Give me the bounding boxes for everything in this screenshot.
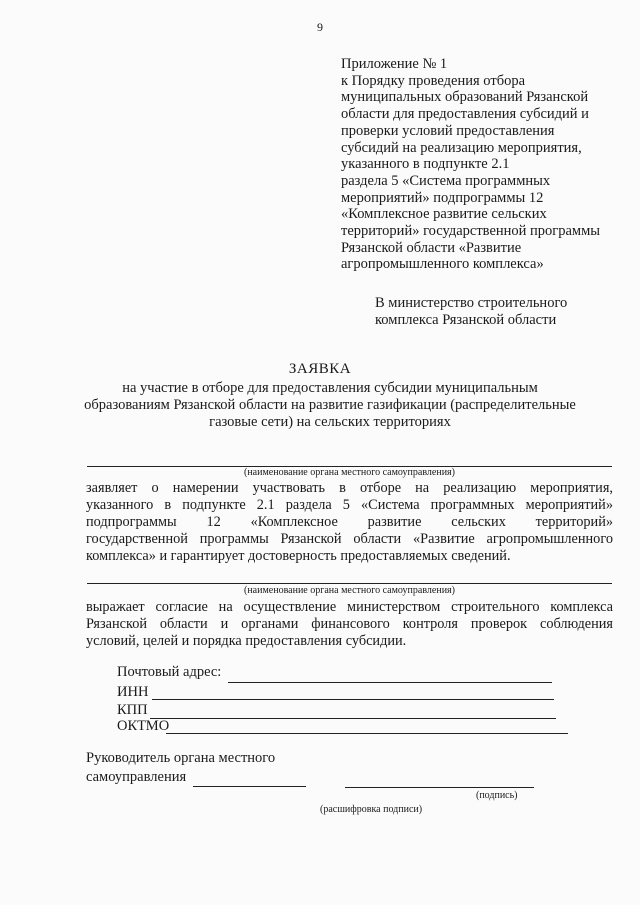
addressee-line: комплекса Рязанской области — [375, 312, 557, 328]
subtitle-line: образованиям Рязанской области на развитие газификации (распределительные — [84, 397, 576, 413]
head-title-line-2: самоуправления — [86, 769, 187, 785]
signature-decode-caption: (расшифровка подписи) — [320, 804, 423, 815]
kpp-field[interactable] — [150, 718, 556, 719]
appendix-line: территорий» государственной программы — [341, 223, 601, 240]
addressee — [375, 295, 625, 329]
inn-label: ИНН — [117, 684, 149, 700]
kpp-label: КПП — [117, 702, 148, 718]
paragraph-line: условий, целей и порядка предоставления субсидии. — [86, 633, 407, 649]
head-title-line-1: Руководитель органа местного — [86, 750, 276, 766]
paragraph-line: государственной программы Рязанской области «Развитие агропромышленного — [86, 531, 613, 547]
appendix-line: агропромышленного комплекса» — [341, 256, 544, 273]
appendix-line: мероприятий» подпрограммы 12 — [341, 189, 544, 206]
paragraph-line: Рязанской области и органами финансового контроля проверок соблюдения — [86, 616, 613, 632]
appendix-line: Приложение № 1 — [341, 56, 448, 72]
appendix-line: раздела 5 «Система программных — [341, 172, 551, 189]
paragraph-line: заявляет о намерении участвовать в отборе на реализацию мероприятия, — [86, 480, 613, 496]
paragraph-line: комплекса» и гарантирует достоверность предоставляемых сведений. — [86, 548, 511, 564]
authority-name-caption-1: (наименование органа местного самоуправления) — [243, 467, 455, 478]
appendix-line: Рязанской области «Развитие — [341, 239, 522, 256]
appendix-line: проверки условий предоставления — [341, 122, 555, 139]
authority-name-line-2[interactable] — [87, 583, 612, 584]
subtitle-line: на участие в отборе для предоставления субсидии муниципальным — [122, 380, 538, 396]
paragraph-consent — [86, 599, 613, 650]
authority-name-caption-2: (наименование органа местного самоуправления) — [243, 585, 455, 596]
signature-decode-field[interactable] — [345, 787, 534, 788]
signature-caption: (подпись) — [476, 790, 518, 801]
postal-address-label: Почтовый адрес: — [117, 664, 222, 680]
paragraph-line: выражает согласие на осуществление министерством строительного комплекса — [86, 599, 613, 615]
oktmo-field[interactable] — [166, 733, 568, 734]
paragraph-intent — [86, 480, 613, 565]
appendix-line: к Порядку проведения отбора — [341, 72, 526, 89]
page-number: 9 — [317, 20, 323, 34]
document-title: ЗАЯВКА — [288, 361, 352, 377]
document-subtitle — [60, 380, 600, 431]
paragraph-line: подпрограммы 12 «Комплексное развитие сельских территорий» — [86, 514, 613, 530]
subtitle-line: газовые сети) на сельских территориях — [209, 414, 451, 430]
appendix-line: муниципальных образований Рязанской — [341, 89, 589, 106]
appendix-line: субсидий на реализацию мероприятия, — [341, 139, 582, 156]
appendix-header — [341, 56, 621, 273]
paragraph-line: указанного в подпункте 2.1 раздела 5 «Система программных мероприятий» — [86, 497, 613, 513]
inn-field[interactable] — [152, 699, 554, 700]
oktmo-label: ОКТМО — [117, 718, 170, 734]
appendix-line: «Комплексное развитие сельских — [341, 206, 547, 223]
addressee-line: В министерство строительного — [375, 295, 568, 311]
postal-address-field[interactable] — [228, 682, 552, 683]
appendix-line: области для предоставления субсидий и — [341, 106, 589, 123]
signature-field[interactable] — [193, 786, 306, 787]
appendix-line: указанного в подпункте 2.1 — [341, 156, 510, 173]
